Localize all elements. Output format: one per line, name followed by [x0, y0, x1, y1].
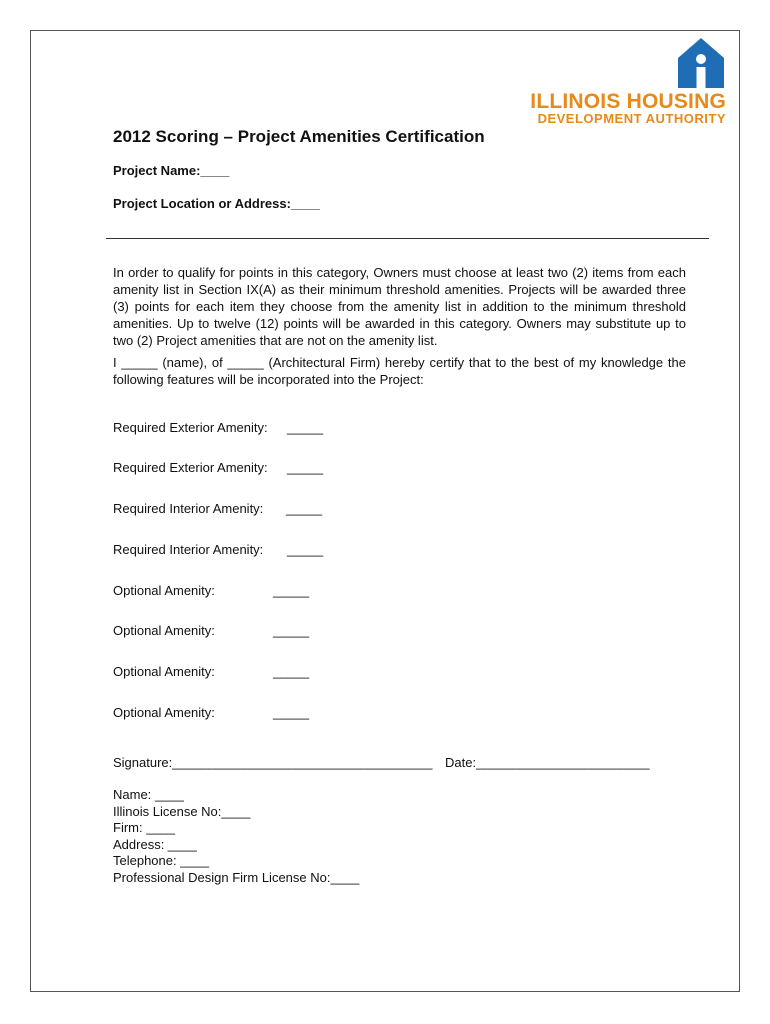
- amenity-blank[interactable]: _____: [287, 420, 324, 435]
- amenity-label: Required Exterior Amenity:: [113, 460, 268, 475]
- project-name-field[interactable]: Project Name:____: [113, 163, 230, 178]
- contact-name-field[interactable]: Name: ____: [113, 787, 184, 802]
- ihda-logo: [516, 38, 726, 126]
- amenity-blank[interactable]: _____: [273, 705, 310, 720]
- amenity-label: Required Interior Amenity:: [113, 501, 264, 516]
- contact-block: [113, 787, 359, 886]
- divider: [106, 238, 709, 239]
- contact-telephone-field[interactable]: Telephone: ____: [113, 853, 210, 868]
- contact-firm-field[interactable]: Firm: ____: [113, 820, 176, 835]
- page-title: 2012 Scoring – Project Amenities Certification: [113, 127, 485, 146]
- contact-license-field[interactable]: Illinois License No:____: [113, 803, 251, 819]
- project-location-field[interactable]: Project Location or Address:____: [113, 196, 320, 211]
- house-i-icon: [678, 38, 724, 88]
- certification-statement: I _____ (name), of _____ (Architectural Firm) hereby certify that to the best of my knowledge the following features will be incorporated into the Project:: [113, 355, 686, 387]
- signature-field[interactable]: Signature:____________________________________: [113, 755, 433, 770]
- amenity-label: Required Interior Amenity:: [113, 542, 264, 557]
- amenity-blank[interactable]: _____: [286, 501, 323, 516]
- logo-text-line2: DEVELOPMENT AUTHORITY: [537, 111, 726, 126]
- amenity-label: Optional Amenity:: [113, 664, 215, 679]
- amenity-label: Required Exterior Amenity:: [113, 420, 268, 435]
- date-field[interactable]: Date:________________________: [445, 755, 650, 770]
- amenity-blank[interactable]: _____: [287, 460, 324, 475]
- amenity-label: Optional Amenity:: [113, 583, 215, 598]
- amenity-blank[interactable]: _____: [273, 664, 310, 679]
- amenity-blank[interactable]: _____: [273, 583, 310, 598]
- amenity-label: Optional Amenity:: [113, 705, 215, 720]
- logo-text-line1: ILLINOIS HOUSING: [530, 90, 726, 113]
- contact-address-field[interactable]: Address: ____: [113, 836, 197, 852]
- amenity-label: Optional Amenity:: [113, 623, 215, 638]
- instructions-paragraph: In order to qualify for points in this category, Owners must choose at least two (2) items from each amenity list in Section IX(A) as their minimum threshold amenities. Projects will be awarded three (3) points for each item they choose from the amenity list in addition to the minimum threshold amenities. Up to twelve (12) points will be awarded in this category. Owners may substitute up to two (2) Project amenities that are not on the amenity list.: [113, 265, 686, 348]
- amenity-blank[interactable]: _____: [273, 623, 310, 638]
- contact-design-firm-license-field[interactable]: Professional Design Firm License No:____: [113, 869, 360, 885]
- amenity-blank[interactable]: _____: [287, 542, 324, 557]
